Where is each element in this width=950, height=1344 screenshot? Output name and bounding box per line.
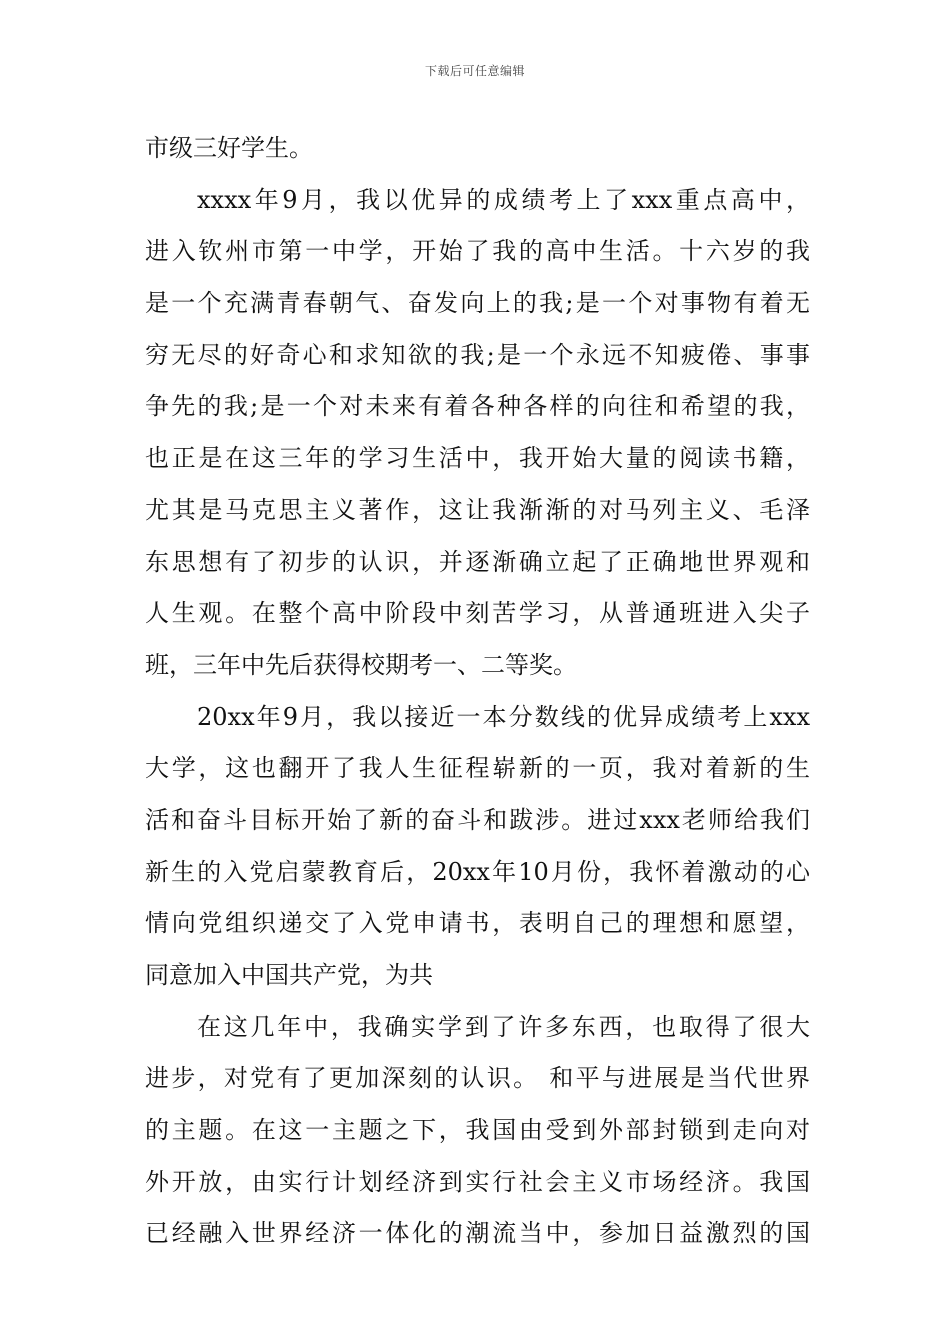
text-line: 人生观。在整个高中阶段中刻苦学习，从普通班进入尖子: [145, 599, 810, 628]
text-line: 新生的入党启蒙教育后，20xx年10月份，我怀着激动的心: [145, 857, 810, 886]
text-line: 已经融入世界经济一体化的潮流当中，参加日益激烈的国: [145, 1219, 810, 1248]
text-line: 在这几年中，我确实学到了许多东西，也取得了很大: [197, 1012, 810, 1041]
text-line: 20xx年9月，我以接近一本分数线的优异成绩考上xxx: [197, 702, 810, 731]
text-line: xxxx年9月，我以优异的成绩考上了xxx重点高中，: [197, 185, 810, 214]
text-line: 的主题。在这一主题之下，我国由受到外部封锁到走向对: [145, 1116, 810, 1145]
text-line: 同意加入中国共产党，为共: [145, 961, 433, 989]
text-line: 活和奋斗目标开始了新的奋斗和跋涉。进过xxx老师给我们: [145, 805, 810, 834]
text-line: 市级三好学生。: [145, 134, 313, 162]
text-line: 尤其是马克思主义著作，这让我渐渐的对马列主义、毛泽: [145, 495, 810, 524]
text-line: 也正是在这三年的学习生活中，我开始大量的阅读书籍，: [145, 444, 810, 473]
text-line: 进步，对党有了更加深刻的认识。 和平与进展是当代世界: [145, 1064, 810, 1093]
text-line: 外开放，由实行计划经济到实行社会主义市场经济。我国: [145, 1167, 810, 1196]
text-line: 进入钦州市第一中学，开始了我的高中生活。十六岁的我: [145, 237, 810, 266]
page-header: 下载后可任意编辑: [424, 64, 525, 78]
text-line: 东思想有了初步的认识，并逐渐确立起了正确地世界观和: [145, 547, 810, 576]
text-line: 是一个充满青春朝气、奋发向上的我;是一个对事物有着无: [145, 289, 810, 318]
text-line: 大学，这也翻开了我人生征程崭新的一页，我对着新的生: [145, 754, 810, 783]
text-line: 争先的我;是一个对未来有着各种各样的向往和希望的我，: [145, 392, 810, 421]
document-body: [145, 129, 810, 1266]
text-line: 穷无尽的好奇心和求知欲的我;是一个永远不知疲倦、事事: [145, 340, 810, 369]
text-line: 情向党组织递交了入党申请书，表明自己的理想和愿望，: [145, 909, 810, 938]
text-line: 班，三年中先后获得校期考一、二等奖。: [145, 650, 577, 679]
